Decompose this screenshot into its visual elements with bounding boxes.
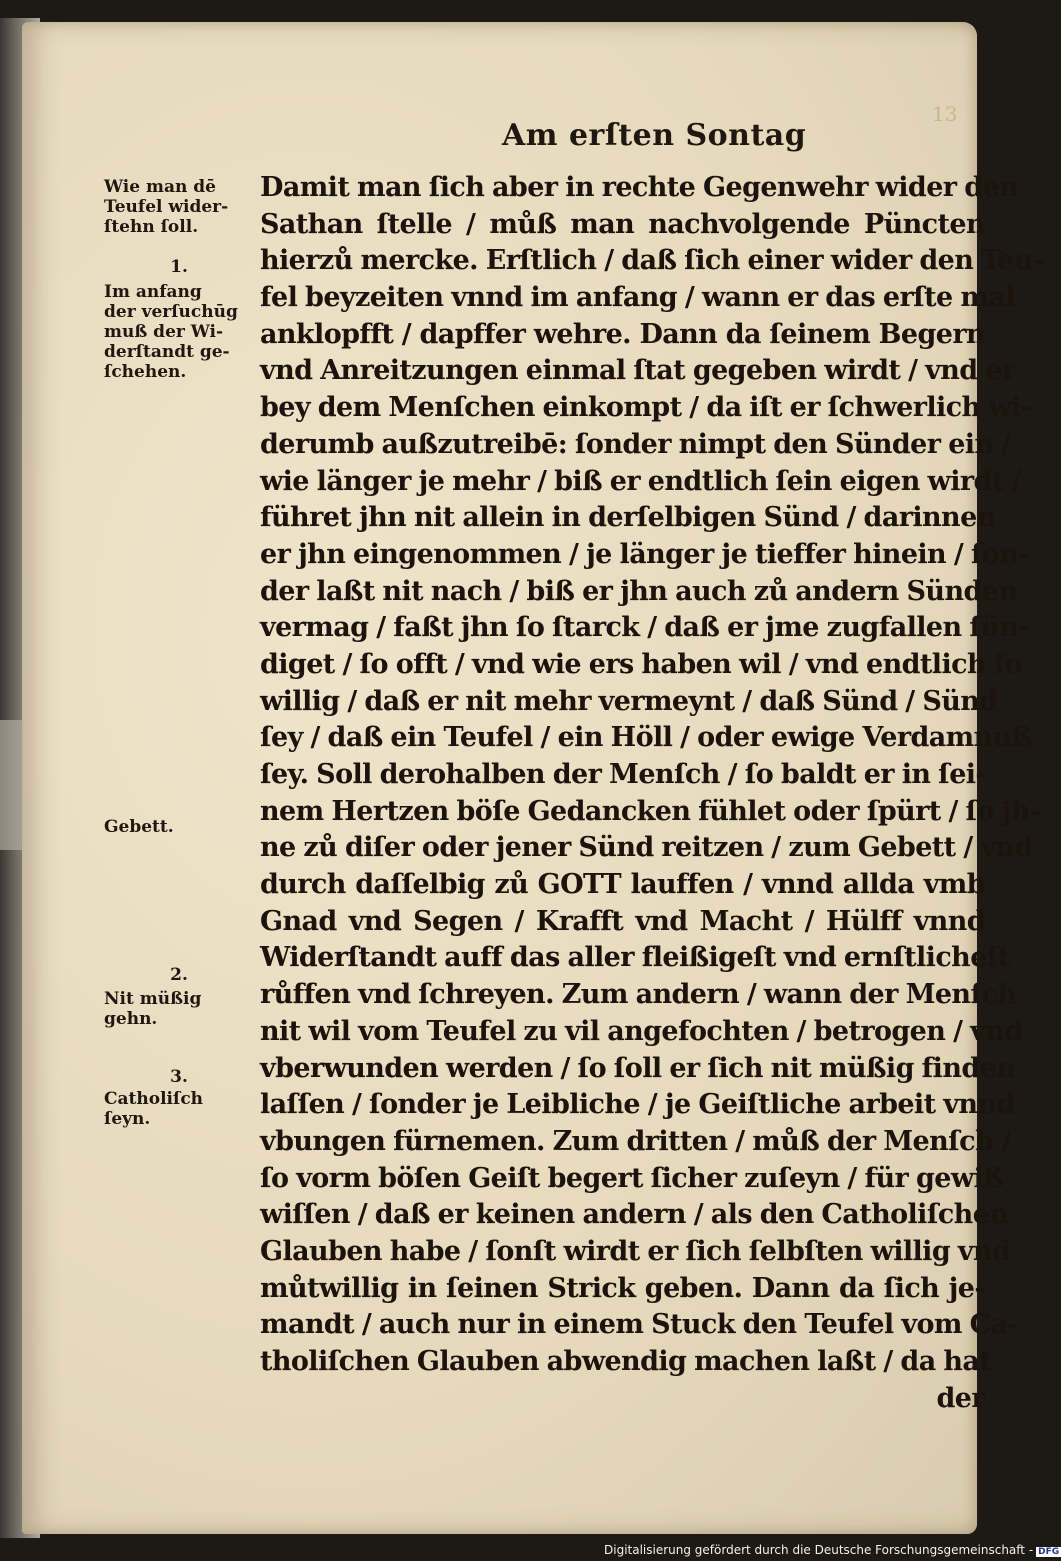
margin-note-line: 2.	[170, 965, 188, 985]
text-line: er jhn eingenommen / je länger je tieffer hinein / ſon-	[260, 538, 1030, 570]
text-line: ſey / daß ein Teufel / ein Höll / oder ewige Verdamnuß	[260, 722, 1032, 754]
text-line: Gnad vnd Segen / Krafft vnd Macht / Hülff vnnd	[260, 905, 985, 937]
margin-note-line: ſchehen.	[104, 362, 187, 382]
text-line: Sathan ſtelle / můß man nachvolgende Püncten	[260, 208, 985, 240]
margin-note	[104, 177, 254, 237]
text-line: willig / daß er nit mehr vermeynt / daß Sünd / Sünd	[260, 685, 998, 717]
digitization-stamp	[604, 1543, 1061, 1557]
text-line: bey dem Menſchen einkompt / da iſt er ſchwerlich wi-	[260, 392, 1032, 424]
margin-note-line: muß der Wi-	[104, 322, 224, 342]
margin-note	[104, 989, 254, 1029]
margin-note	[104, 965, 254, 985]
margin-note-line: der verſuchūg	[104, 302, 238, 322]
text-line: můtwillig in ſeinen Strick geben. Dann da ſich je-	[260, 1272, 985, 1304]
margin-note	[104, 282, 254, 382]
text-line: laſſen / ſonder je Leibliche / je Geiſtliche arbeit vnnd	[260, 1089, 1015, 1121]
text-line: nit wil vom Teufel zu vil angefochten / betrogen / vnd	[260, 1015, 1023, 1047]
margin-note-line: Catholiſch	[104, 1089, 204, 1109]
text-line: vnd Anreitzungen einmal ſtat gegeben wirdt / vnd er	[260, 355, 1016, 387]
text-line: Glauben habe / ſonſt wirdt er ſich ſelbſten willig vnd	[260, 1235, 1011, 1267]
margin-note-line: ſeyn.	[104, 1109, 151, 1129]
margin-note-line: 1.	[170, 257, 188, 277]
text-line: fel beyzeiten vnnd im anfang / wann er das erſte mal	[260, 282, 1015, 314]
margin-note-line: gehn.	[104, 1009, 158, 1029]
body-text	[260, 170, 1044, 1417]
book-page	[22, 22, 1044, 1534]
text-line: vberwunden werden / ſo ſoll er ſich nit müßig finden	[260, 1052, 1016, 1084]
margin-note	[104, 257, 254, 277]
text-line: der laßt nit nach / biß er jhn auch zů andern Sünden	[260, 575, 1018, 607]
stamp-text: Digitalisierung gefördert durch die Deutsche Forschungsgemeinschaft -	[604, 1543, 1034, 1557]
running-head: Am erſten Sontag	[502, 118, 807, 153]
text-line: nem Hertzen böſe Gedancken fühlet oder ſpürt / ſo jh-	[260, 795, 1041, 827]
text-line: derumb außzutreibē: ſonder nimpt den Sünder ein /	[260, 428, 1011, 460]
margin-note	[104, 1067, 254, 1087]
margin-note-line: ſtehn ſoll.	[104, 217, 199, 237]
margin-note-line: Wie man dē	[104, 177, 216, 197]
text-line: diget / ſo offt / vnd wie ers haben wil / vnd endtlich ſo	[260, 648, 1023, 680]
margin-note-line: derſtandt ge-	[104, 342, 230, 362]
text-line: vermag / faßt jhn ſo ſtarck / daß er jme zugfallen ſün-	[260, 612, 1030, 644]
text-line: anklopfft / dapffer wehre. Dann da ſeinem Begern	[260, 318, 985, 350]
text-line: tholiſchen Glauben abwendig machen laßt / da hat	[260, 1346, 992, 1377]
text-line: ſo vorm böſen Geiſt begert ſicher zuſeyn / für gewiß	[260, 1162, 1004, 1194]
text-line: führet jhn nit allein in derſelbigen Sünd / darinnen	[260, 502, 996, 534]
margin-note	[104, 1089, 254, 1129]
text-line: wiſſen / daß er keinen andern / als den Catholiſchen	[260, 1199, 1009, 1231]
dfg-logo: DFG	[1038, 1547, 1060, 1557]
text-line: ſey. Soll derohalben der Menſch / ſo baldt er in ſei-	[260, 759, 987, 790]
margin-note-line: 3.	[170, 1067, 188, 1087]
margin-note-line: Teufel wider-	[104, 197, 229, 217]
text-line: mandt / auch nur in einem Stuck den Teufel vom Ca-	[260, 1309, 1019, 1341]
margin-note	[104, 817, 254, 837]
text-line: Widerſtandt auff das aller fleißigeſt vnd ernſtlicheſt	[260, 942, 1010, 974]
text-line: der	[936, 1382, 985, 1414]
text-line: wie länger je mehr / biß er endtlich ſein eigen wirdt /	[260, 465, 1021, 497]
text-line: durch daſſelbig zů GOTT lauffen / vnnd allda vmb	[260, 869, 985, 901]
text-line: vbungen fürnemen. Zum dritten / můß der Menſch /	[260, 1125, 1012, 1157]
margin-note-line: Nit müßig	[104, 989, 202, 1009]
text-line: růffen vnd ſchreyen. Zum andern / wann der Menſch	[260, 979, 1017, 1011]
text-line: hierzů mercke. Erſtlich / daß ſich einer wider den Teu-	[260, 245, 1044, 277]
show-through-page-number: 13	[932, 102, 958, 126]
text-line: Damit man ſich aber in rechte Gegenwehr wider den	[260, 172, 1019, 203]
margin-note-line: Gebett.	[104, 817, 174, 837]
margin-note-line: Im anfang	[104, 282, 202, 302]
text-line: ne zů diſer oder jener Sünd reitzen / zum Gebett / vnd	[260, 832, 1033, 864]
